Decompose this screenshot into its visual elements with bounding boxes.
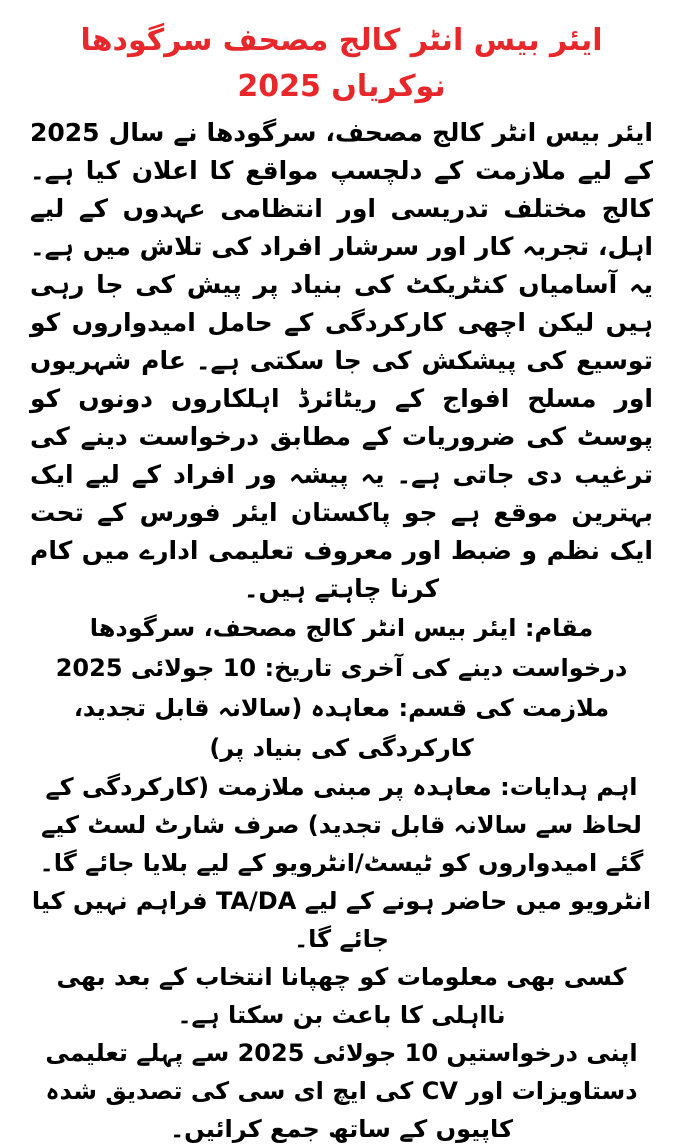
location-line [30, 608, 653, 648]
note-ta-da: انٹرویو میں حاضر ہونے کے لیے TA/DA فراہم نہیں کیا جائے گا۔ [31, 887, 652, 953]
page-title: ایئر بیس انٹر کالج مصحف سرگودھا نوکریاں 2025 [80, 23, 603, 104]
instructions-value: معاہدہ پر مبنی ملازمت (کارکردگی کے لحاظ سے سالانہ قابل تجدید) صرف شارٹ لسٹ کیے گئے امیدواروں کو ٹیسٹ/انٹرویو کے لیے بلایا جائے گا۔ [39, 773, 644, 877]
location-value: ایئر بیس انٹر کالج مصحف، سرگودھا [89, 614, 517, 642]
job-type-label: ملازمت کی قسم: [398, 694, 610, 722]
note-submission: اپنی درخواستیں 10 جولائی 2025 سے پہلے تعلیمی دستاویزات اور CV کی ایچ ای سی کی تصدیق شدہ کاپیوں کے ساتھ جمع کرائیں۔ [45, 1039, 638, 1143]
deadline-value: 10 جولائی 2025 [55, 654, 257, 682]
deadline-line [30, 648, 653, 688]
location-label: مقام: [524, 614, 594, 642]
deadline-label: درخواست دینے کی آخری تاریخ: [264, 654, 628, 682]
intro-paragraph: ایئر بیس انٹر کالج مصحف، سرگودھا نے سال 2025 کے لیے ملازمت کے دلچسپ مواقع کا اعلان کیا ہے۔ کالج مختلف تدریسی اور انتظامی عہدوں کے لیے اہل، تجربہ کار اور سرشار افراد کی تلاش میں ہے۔ یہ آسامیاں کنٹریکٹ کی بنیاد پر پیش کی جا رہی ہیں لیکن اچھی کارکردگی کے حامل امیدواروں کو توسیع کی پیشکش کی جا سکتی ہے۔ عام شہریوں اور مسلح افواج کے ریٹائرڈ اہلکاروں دونوں کو پوسٹ کی ضروریات کے مطابق درخواست دینے کی ترغیب دی جاتی ہے۔ یہ پیشہ ور افراد کے لیے ایک بہترین موقع ہے جو پاکستان ایئر فورس کے تحت ایک نظم و ضبط اور معروف تعلیمی ادارے میں کام کرنا چاہتے ہیں۔ [30, 118, 653, 603]
note-disqualification: کسی بھی معلومات کو چھپانا انتخاب کے بعد بھی نااہلی کا باعث بن سکتا ہے۔ [56, 963, 627, 1029]
instructions-line [30, 768, 653, 882]
job-type-value: معاہدہ (سالانہ قابل تجدید، کارکردگی کی بنیاد پر) [73, 694, 474, 762]
job-type-line [30, 688, 653, 768]
instructions-label: اہم ہدایات: [500, 773, 638, 801]
